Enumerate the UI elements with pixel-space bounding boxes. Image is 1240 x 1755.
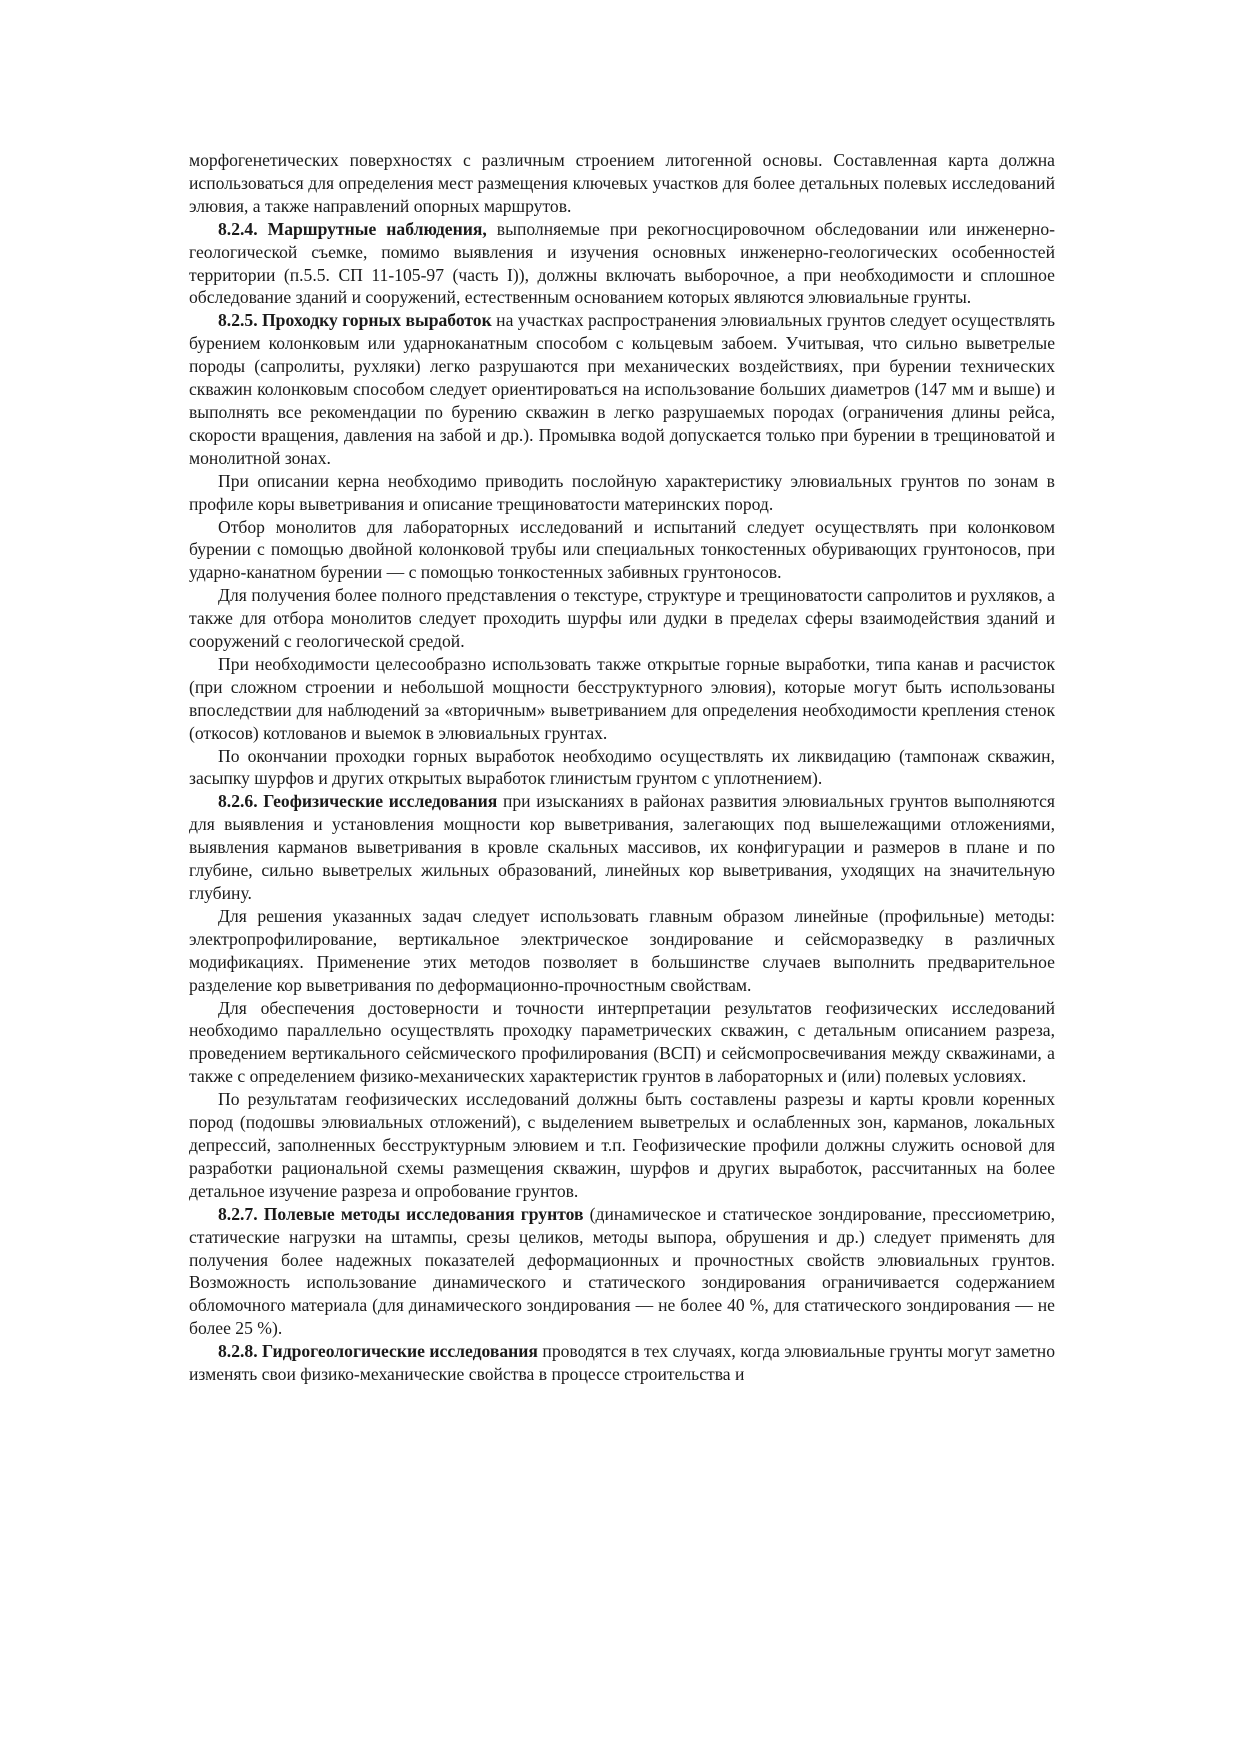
- paragraph-text: морфогенетических поверхностях с различным строением литогенной основы. Составленная карта должна использоваться для определения мест размещения ключевых участков для более детальных полевых исследований элювия, а также направлений опорных маршрутов.: [189, 150, 1055, 216]
- section-8-2-7: [189, 1203, 1055, 1340]
- paragraph-text: проводятся в тех случаях, когда элювиальные грунты могут заметно изменять свои физико-механические свойства в процессе строительства и: [189, 1341, 1056, 1385]
- section-heading: 8.2.6. Геофизические исследования: [218, 791, 498, 812]
- paragraph-core-description: [189, 470, 1055, 516]
- section-heading: 8.2.8. Гидрогеологические исследования: [218, 1341, 538, 1362]
- paragraph-interpretation-accuracy: [189, 997, 1055, 1089]
- paragraph-text: По результатам геофизических исследований должны быть составлены разрезы и карты кровли коренных пород (подошвы элювиальных отложений), с выделением выветрелых и ослабленных зон, карманов, локальных депрессий, заполненных бесструктурным элювием и т.п. Геофизические профили должны служить основой для разработки рациональной схемы размещения скважин, шурфов и других выработок, рассчитанных на более детальное изучение разреза и опробование грунтов.: [189, 1089, 1055, 1201]
- document-page: [189, 149, 1055, 1386]
- paragraph-text: При необходимости целесообразно использовать также открытые горные выработки, типа канав и расчисток (при сложном строении и небольшой мощности бесструктурного элювия), которые могут быть использованы впоследствии для наблюдений за «вторичным» выветриванием для определения необходимости крепления стенок (откосов) котлованов и выемок в элювиальных грунтах.: [189, 653, 1055, 743]
- paragraph-liquidation: [189, 745, 1055, 791]
- section-8-2-4: [189, 218, 1055, 310]
- paragraph-text: на участках распространения элювиальных грунтов следует осуществлять бурением колонковым или ударноканатным способом с кольцевым забоем. Учитывая, что сильно выветрелые породы (сапролиты, рухляки) легко разрушаются при механических воздействиях, при бурении технических скважин колонковым способом следует ориентироваться на использование больших диаметров (147 мм и выше) и выполнять все рекомендации по бурению скважин в легко разрушаемых породах (ограничения длины рейса, скорости вращения, давления на забой и др.). Промывка водой допускается только при бурении в трещиноватой и монолитной зонах.: [189, 310, 1055, 468]
- paragraph-text: (динамическое и статическое зондирование, прессиометрию, статические нагрузки на штампы, срезы целиков, методы выпора, обрушения и др.) следует применять для получения более надежных показателей деформационных и прочностных свойств элювиальных грунтов. Возможность использование динамического и статического зондирования ограничивается содержанием обломочного материала (для динамического зондирования — не более 40 %, для статического зондирования — не более 25 %).: [189, 1203, 1055, 1339]
- section-heading: 8.2.4. Маршрутные наблюдения,: [218, 218, 487, 239]
- section-heading: 8.2.7. Полевые методы исследования грунтов: [218, 1203, 584, 1224]
- paragraph-monolith-sampling: [189, 516, 1055, 585]
- paragraph-open-workings: [189, 653, 1055, 745]
- paragraph-text: Для обеспечения достоверности и точности интерпретации результатов геофизических исследований необходимо параллельно осуществлять проходку параметрических скважин, с детальным описанием разреза, проведением вертикального сейсмического профилирования (ВСП) и сейсмопросвечивания между скважинами, а также с определением физико-механических характеристик грунтов в лабораторных и (или) полевых условиях.: [189, 997, 1055, 1087]
- section-8-2-5: [189, 309, 1055, 469]
- paragraph-text: Для получения более полного представления о текстуре, структуре и трещиноватости сапролитов и рухляков, а также для отбора монолитов следует проходить шурфы или дудки в пределах сферы взаимодействия зданий и сооружений с геологической средой.: [189, 585, 1055, 652]
- paragraph-intro-continuation: [189, 149, 1055, 218]
- paragraph-texture-structure: [189, 584, 1055, 653]
- paragraph-text: при изысканиях в районах развития элювиальных грунтов выполняются для выявления и установления мощности кор выветривания, залегающих под вышележащими отложениями, выявления карманов выветривания в кровле скальных массивов, их конфигурации и размеров в плане и по глубине, сильно выветрелых жильных образований, линейных кор выветривания, уходящих на значительную глубину.: [189, 791, 1055, 903]
- paragraph-text: Для решения указанных задач следует использовать главным образом линейные (профильные) методы: электропрофилирование, вертикальное электрическое зондирование и сейсморазведку в различных модификациях. Применение этих методов позволяет в большинстве случаев выполнить предварительное разделение кор выветривания по деформационно-прочностным свойствам.: [189, 905, 1055, 995]
- paragraph-geophysical-results: [189, 1088, 1055, 1203]
- section-8-2-6: [189, 790, 1055, 905]
- paragraph-text: При описании керна необходимо приводить послойную характеристику элювиальных грунтов по зонам в профиле коры выветривания и описание трещиноватости материнских пород.: [189, 470, 1055, 514]
- paragraph-text: выполняемые при рекогносцировочном обследовании или инженерно-геологической съемке, помимо выявления и изучения основных инженерно-геологических особенностей территории (п.5.5. СП 11-105-97 (часть I)), должны включать выборочное, а при необходимости и сплошное обследование зданий и сооружений, естественным основанием которых являются элювиальные грунты.: [189, 218, 1055, 308]
- paragraph-text: Отбор монолитов для лабораторных исследований и испытаний следует осуществлять при колонковом бурении с помощью двойной колонковой трубы или специальных тонкостенных обуривающих грунтоносов, при ударно-канатном бурении — с помощью тонкостенных забивных грунтоносов.: [189, 516, 1055, 583]
- paragraph-text: По окончании проходки горных выработок необходимо осуществлять их ликвидацию (тампонаж скважин, засыпку шурфов и других открытых выработок глинистым грунтом с уплотнением).: [189, 745, 1055, 789]
- paragraph-linear-methods: [189, 905, 1055, 997]
- section-heading: 8.2.5. Проходку горных выработок: [218, 310, 492, 331]
- section-8-2-8: [189, 1340, 1055, 1386]
